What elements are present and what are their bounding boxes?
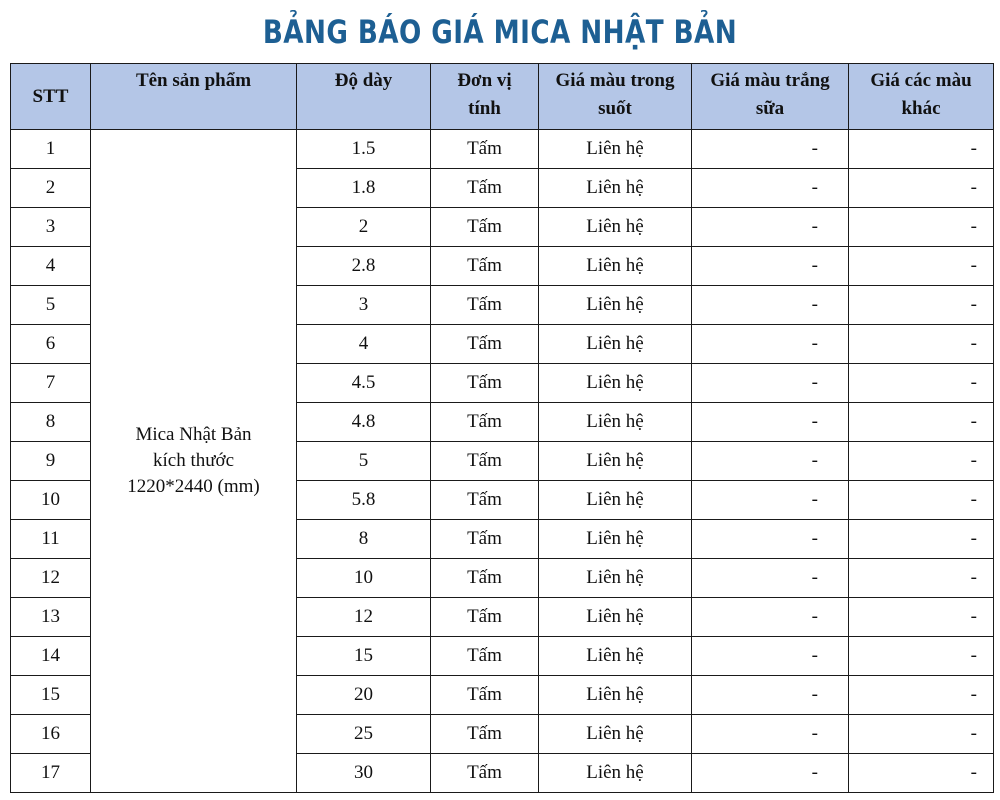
- cell-unit: Tấm: [431, 481, 539, 520]
- cell-milk-price: -: [692, 559, 849, 598]
- cell-clear-price: Liên hệ: [539, 169, 692, 208]
- cell-thickness: 30: [297, 754, 431, 793]
- cell-unit: Tấm: [431, 520, 539, 559]
- cell-clear-price: Liên hệ: [539, 325, 692, 364]
- cell-thickness: 12: [297, 598, 431, 637]
- cell-other-price: -: [849, 520, 994, 559]
- product-name-line: 1220*2440 (mm): [127, 476, 260, 497]
- cell-stt: 16: [11, 715, 91, 754]
- cell-other-price: -: [849, 559, 994, 598]
- cell-stt: 11: [11, 520, 91, 559]
- cell-clear-price: Liên hệ: [539, 598, 692, 637]
- price-table: [10, 63, 994, 793]
- cell-thickness: 2: [297, 208, 431, 247]
- cell-unit: Tấm: [431, 325, 539, 364]
- cell-stt: 9: [11, 442, 91, 481]
- cell-milk-price: -: [692, 403, 849, 442]
- cell-clear-price: Liên hệ: [539, 520, 692, 559]
- cell-milk-price: -: [692, 754, 849, 793]
- header-other-price-line: khác: [901, 98, 941, 119]
- cell-stt: 2: [11, 169, 91, 208]
- cell-milk-price: -: [692, 442, 849, 481]
- header-clear-price-line: Giá màu trong: [555, 70, 675, 91]
- header-other-price: [849, 64, 994, 130]
- cell-stt: 1: [11, 130, 91, 169]
- cell-clear-price: Liên hệ: [539, 208, 692, 247]
- cell-other-price: -: [849, 754, 994, 793]
- header-row: [11, 64, 994, 130]
- cell-stt: 5: [11, 286, 91, 325]
- cell-other-price: -: [849, 208, 994, 247]
- cell-stt: 14: [11, 637, 91, 676]
- cell-unit: Tấm: [431, 286, 539, 325]
- cell-other-price: -: [849, 286, 994, 325]
- header-clear-price-line: suốt: [598, 98, 632, 119]
- cell-thickness: 10: [297, 559, 431, 598]
- cell-clear-price: Liên hệ: [539, 442, 692, 481]
- header-unit: [431, 64, 539, 130]
- cell-thickness: 5.8: [297, 481, 431, 520]
- cell-other-price: -: [849, 676, 994, 715]
- cell-other-price: -: [849, 715, 994, 754]
- cell-milk-price: -: [692, 520, 849, 559]
- cell-thickness: 4: [297, 325, 431, 364]
- cell-unit: Tấm: [431, 442, 539, 481]
- cell-milk-price: -: [692, 637, 849, 676]
- table-body: [11, 130, 994, 793]
- cell-clear-price: Liên hệ: [539, 130, 692, 169]
- cell-thickness: 4.5: [297, 364, 431, 403]
- table-header: [11, 64, 994, 130]
- cell-unit: Tấm: [431, 130, 539, 169]
- cell-clear-price: Liên hệ: [539, 247, 692, 286]
- cell-thickness: 1.8: [297, 169, 431, 208]
- cell-stt: 17: [11, 754, 91, 793]
- cell-thickness: 5: [297, 442, 431, 481]
- cell-unit: Tấm: [431, 208, 539, 247]
- cell-unit: Tấm: [431, 364, 539, 403]
- cell-other-price: -: [849, 325, 994, 364]
- cell-other-price: -: [849, 169, 994, 208]
- cell-other-price: -: [849, 598, 994, 637]
- cell-stt: 8: [11, 403, 91, 442]
- cell-milk-price: -: [692, 481, 849, 520]
- product-name-line: Mica Nhật Bản: [135, 424, 252, 445]
- cell-unit: Tấm: [431, 715, 539, 754]
- cell-milk-price: -: [692, 598, 849, 637]
- cell-milk-price: -: [692, 325, 849, 364]
- header-milk-price-line: Giá màu trắng: [710, 70, 830, 91]
- cell-other-price: -: [849, 364, 994, 403]
- cell-clear-price: Liên hệ: [539, 559, 692, 598]
- cell-unit: Tấm: [431, 403, 539, 442]
- cell-milk-price: -: [692, 715, 849, 754]
- cell-thickness: 2.8: [297, 247, 431, 286]
- cell-unit: Tấm: [431, 598, 539, 637]
- cell-unit: Tấm: [431, 637, 539, 676]
- cell-unit: Tấm: [431, 247, 539, 286]
- cell-stt: 7: [11, 364, 91, 403]
- cell-thickness: 15: [297, 637, 431, 676]
- cell-stt: 4: [11, 247, 91, 286]
- header-clear-price: [539, 64, 692, 130]
- header-unit-line: tính: [468, 98, 501, 119]
- cell-unit: Tấm: [431, 559, 539, 598]
- cell-milk-price: -: [692, 208, 849, 247]
- cell-other-price: -: [849, 130, 994, 169]
- cell-other-price: -: [849, 403, 994, 442]
- cell-unit: Tấm: [431, 754, 539, 793]
- cell-clear-price: Liên hệ: [539, 676, 692, 715]
- cell-thickness: 4.8: [297, 403, 431, 442]
- header-unit-line: Đơn vị: [457, 70, 512, 91]
- cell-stt: 3: [11, 208, 91, 247]
- header-milk-price: [692, 64, 849, 130]
- header-product-name: Tên sản phẩm: [91, 64, 297, 130]
- cell-clear-price: Liên hệ: [539, 637, 692, 676]
- cell-product-name: [91, 130, 297, 793]
- cell-milk-price: -: [692, 286, 849, 325]
- cell-clear-price: Liên hệ: [539, 754, 692, 793]
- cell-clear-price: Liên hệ: [539, 364, 692, 403]
- cell-unit: Tấm: [431, 169, 539, 208]
- cell-clear-price: Liên hệ: [539, 286, 692, 325]
- header-stt: STT: [11, 64, 91, 130]
- cell-other-price: -: [849, 481, 994, 520]
- page-title: BẢNG BÁO GIÁ MICA NHẬT BẢN: [262, 13, 738, 51]
- cell-stt: 10: [11, 481, 91, 520]
- cell-stt: 15: [11, 676, 91, 715]
- header-other-price-line: Giá các màu: [870, 70, 972, 91]
- product-name-line: kích thước: [152, 450, 235, 471]
- cell-thickness: 1.5: [297, 130, 431, 169]
- header-thickness: Độ dày: [297, 64, 431, 130]
- cell-stt: 6: [11, 325, 91, 364]
- header-milk-price-line: sữa: [755, 98, 785, 119]
- cell-milk-price: -: [692, 676, 849, 715]
- cell-clear-price: Liên hệ: [539, 481, 692, 520]
- cell-milk-price: -: [692, 169, 849, 208]
- cell-clear-price: Liên hệ: [539, 715, 692, 754]
- cell-thickness: 25: [297, 715, 431, 754]
- cell-unit: Tấm: [431, 676, 539, 715]
- cell-stt: 12: [11, 559, 91, 598]
- cell-other-price: -: [849, 442, 994, 481]
- cell-milk-price: -: [692, 247, 849, 286]
- cell-thickness: 8: [297, 520, 431, 559]
- table-row: [11, 130, 994, 169]
- cell-stt: 13: [11, 598, 91, 637]
- cell-clear-price: Liên hệ: [539, 403, 692, 442]
- cell-thickness: 3: [297, 286, 431, 325]
- cell-milk-price: -: [692, 130, 849, 169]
- cell-milk-price: -: [692, 364, 849, 403]
- cell-other-price: -: [849, 637, 994, 676]
- cell-thickness: 20: [297, 676, 431, 715]
- cell-other-price: -: [849, 247, 994, 286]
